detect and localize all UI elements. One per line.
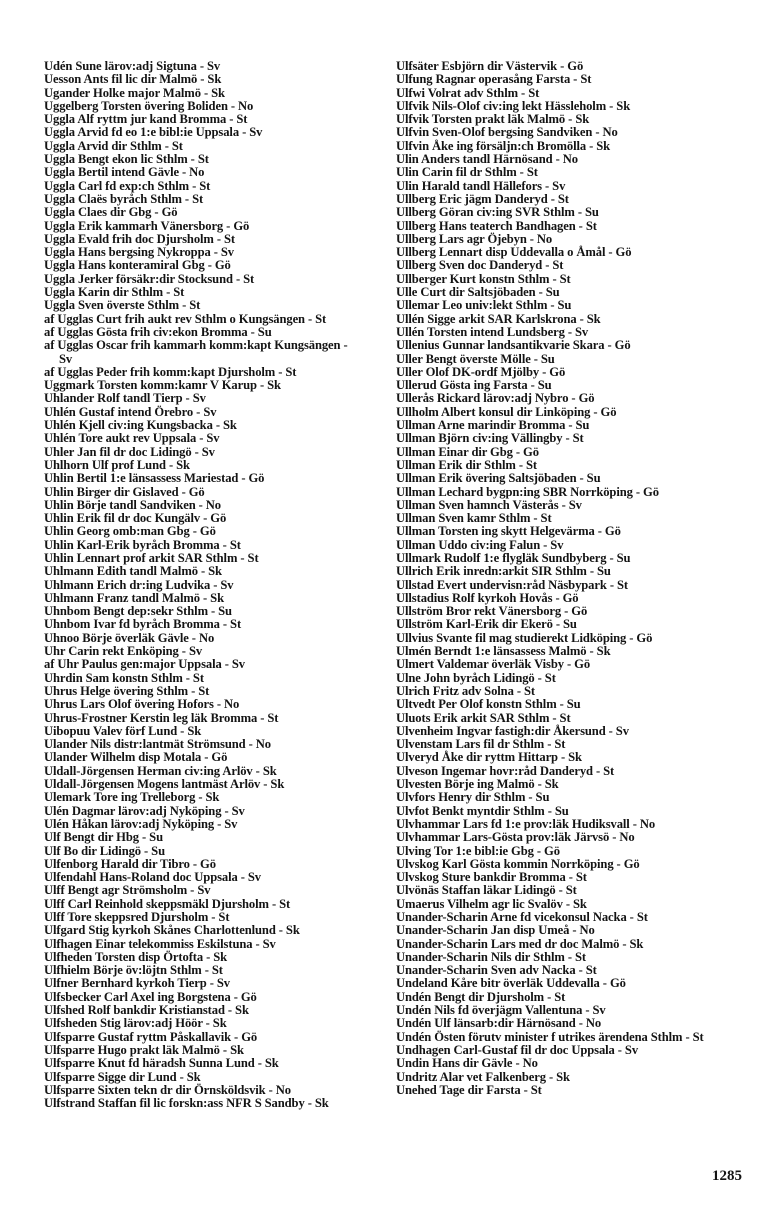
directory-entry: Ulfsheden Stig lärov:adj Höör - Sk [44, 1016, 227, 1031]
directory-entry: Uggla Claes dir Gbg - Gö [44, 205, 178, 220]
directory-entry: Ullvius Svante fil mag studierekt Lidköping - Gö [396, 630, 653, 645]
directory-entry: Ulff Tore skeppsred Djursholm - St [44, 910, 230, 924]
directory-entry: Ulfsäter Esbjörn dir Västervik - Gö [396, 59, 584, 73]
directory-entry: Uhlin Lennart prof arkit SAR Sthlm - St [44, 550, 259, 565]
directory-entry: Uggla Hans konteramiral Gbg - Gö [44, 258, 231, 273]
directory-entry: Ullström Bror rekt Vänersborg - Gö [396, 604, 588, 619]
directory-entry: Umaerus Vilhelm agr lic Svalöv - Sk [396, 896, 587, 911]
directory-entry: Uggla Bengt ekon lic Sthlm - St [44, 152, 209, 167]
directory-entry: Undén Nils fd överjägm Vallentuna - Sv [396, 1003, 606, 1018]
directory-entry: Uggla Sven överste Sthlm - St [44, 298, 201, 313]
directory-entry: Ullén Torsten intend Lundsberg - Sv [396, 324, 589, 339]
directory-entry: Uggla Erik kammarh Vänersborg - Gö [44, 218, 250, 233]
directory-entry: Uggla Evald frih doc Djursholm - St [44, 231, 236, 246]
directory-entry: Ullstadius Rolf kyrkoh Hovås - Gö [396, 590, 579, 605]
directory-entry: Ullemar Leo univ:lekt Sthlm - Su [396, 298, 572, 313]
directory-entry: Ullberg Lars agr Öjebyn - No [396, 231, 553, 246]
directory-entry: Ulrich Fritz adv Solna - St [396, 683, 535, 698]
directory-entry: Ulvhammar Lars fd 1:e prov:läk Hudiksvall - No [396, 816, 656, 831]
directory-entry: Ullberg Sven doc Danderyd - St [396, 258, 564, 273]
directory-entry: Ulff Bengt agr Strömsholm - Sv [44, 883, 211, 898]
directory-entry: Ullman Sven kamr Sthlm - St [396, 511, 552, 526]
directory-entry: Uldall-Jörgensen Herman civ:ing Arlöv - Sk [44, 763, 277, 778]
directory-entry: Unehed Tage dir Farsta - St [396, 1082, 542, 1097]
directory-entry: Ulvskog Karl Gösta kommin Norrköping - Gö [396, 856, 640, 871]
directory-entry: Unander-Scharin Nils dir Sthlm - St [396, 949, 586, 964]
directory-entry: af Ugglas Gösta frih civ:ekon Bromma - Su [44, 324, 272, 339]
directory-entry: Ullberg Lennart disp Uddevalla o Åmål - Gö [396, 245, 632, 260]
directory-entry: Ullberg Göran civ:ing SVR Sthlm - Su [396, 205, 599, 220]
directory-entry: af Ugglas Curt frih aukt rev Sthlm o Kungsängen - St [44, 311, 327, 326]
directory-entry: Uhlin Bertil 1:e länsassess Mariestad - Gö [44, 471, 265, 486]
directory-entry: Uluots Erik arkit SAR Sthlm - St [396, 710, 571, 725]
directory-entry: Ullberg Eric jägm Danderyd - St [396, 191, 569, 206]
directory-entry: Ulén Håkan lärov:adj Nyköping - Sv [44, 816, 238, 831]
directory-entry: Ulle Curt dir Saltsjöbaden - Su [396, 285, 560, 300]
directory-entry: Uggmark Torsten komm:kamr V Karup - Sk [44, 378, 281, 393]
directory-entry: Ulfsbecker Carl Axel ing Borgstena - Gö [44, 989, 257, 1004]
directory-entry: Uggla Karin dir Sthlm - St [44, 285, 185, 300]
directory-entry: Ullenius Gunnar landsantikvarie Skara - Gö [396, 338, 631, 353]
directory-entry: Uggla Hans bergsing Nykroppa - Sv [44, 245, 234, 260]
directory-entry: Uhler Jan fil dr doc Lidingö - Sv [44, 444, 215, 459]
directory-entry: Ullrich Erik inredn:arkit SIR Sthlm - Su [396, 564, 611, 579]
directory-entry: Uldall-Jörgensen Mogens lantmäst Arlöv - Sk [44, 777, 285, 792]
directory-entry: Ulfvik Torsten prakt läk Malmö - Sk [396, 112, 590, 127]
directory-entry: Ulmén Berndt 1:e länsassess Malmö - Sk [396, 644, 611, 659]
directory-entry: Ulvenstam Lars fil dr Sthlm - St [396, 737, 566, 752]
directory-entry: Ulff Carl Reinhold skeppsmäkl Djursholm - St [44, 896, 291, 911]
directory-entry: Ulvskog Sture bankdir Bromma - St [396, 870, 587, 885]
directory-entry: Ulfsparre Knut fd häradsh Sunna Lund - Sk [44, 1056, 279, 1071]
directory-entry: Ulfenborg Harald dir Tibro - Gö [44, 856, 216, 871]
directory-entry: Ulemark Tore ing Trelleborg - Sk [44, 790, 220, 805]
directory-entry: Ullman Torsten ing skytt Helgevärma - Gö [396, 524, 621, 539]
directory-entry: Uggla Carl fd exp:ch Sthlm - St [44, 178, 211, 193]
directory-entry: Uhlin Erik fil dr doc Kungälv - Gö [44, 511, 227, 526]
directory-entry: Ullén Sigge arkit SAR Karlskrona - Sk [396, 311, 601, 326]
directory-entry: Ulvönäs Staffan läkar Lidingö - St [396, 883, 577, 898]
directory-entry: Uesson Ants fil lic dir Malmö - Sk [44, 72, 222, 87]
directory-entry: Ulfendahl Hans-Roland doc Uppsala - Sv [44, 870, 261, 885]
directory-entry: Uhlin Birger dir Gislaved - Gö [44, 484, 205, 499]
directory-entry: Uhlhorn Ulf prof Lund - Sk [44, 457, 190, 472]
directory-entry: Uhlén Kjell civ:ing Kungsbacka - Sk [44, 418, 237, 433]
directory-entry: Uhrus Helge övering Sthlm - St [44, 683, 210, 698]
directory-entry: Undritz Alar vet Falkenberg - Sk [396, 1069, 570, 1084]
directory-entry: Ulfgard Stig kyrkoh Skånes Charlottenlund - Sk [44, 923, 300, 938]
directory-entry: Ulfvin Åke ing försäljn:ch Bromölla - Sk [396, 138, 611, 153]
directory-entry: Ulfhielm Börje öv:löjtn Sthlm - St [44, 963, 223, 978]
directory-entry: Ulving Tor 1:e bibl:ie Gbg - Gö [396, 843, 560, 858]
directory-entry: Ulveson Ingemar hovr:råd Danderyd - St [396, 763, 615, 778]
directory-entry: Uggla Claës byråch Sthlm - St [44, 191, 204, 206]
directory-entry: Uller Olof DK-ordf Mjölby - Gö [396, 364, 566, 379]
directory-entry: Undén Bengt dir Djursholm - St [396, 989, 566, 1004]
directory-entry: af Uhr Paulus gen:major Uppsala - Sv [44, 657, 245, 672]
directory-entry: Uggla Jerker försäkr:dir Stocksund - St [44, 271, 255, 286]
directory-entry: Undeland Kåre bitr överläk Uddevalla - Gö [396, 976, 626, 991]
right-column [396, 60, 718, 1097]
directory-entry: Uggla Arvid fd eo 1:e bibl:ie Uppsala - Sv [44, 125, 263, 140]
directory-entry: Ulvhammar Lars-Gösta prov:läk Järvsö - No [396, 830, 635, 845]
directory-entry: Ulén Dagmar lärov:adj Nyköping - Sv [44, 803, 245, 818]
directory-entry: Ullberger Kurt konstn Sthlm - St [396, 271, 571, 286]
directory-entry: Ulfsparre Hugo prakt läk Malmö - Sk [44, 1042, 244, 1057]
directory-entry: Uhlmann Edith tandl Malmö - Sk [44, 564, 222, 579]
left-column [44, 60, 362, 1110]
directory-entry: Uhlin Karl-Erik byråch Bromma - St [44, 537, 241, 552]
directory-entry: Ulin Anders tandl Härnösand - No [396, 152, 578, 167]
directory-entry: Uhnbom Ivar fd byråch Bromma - St [44, 617, 242, 632]
directory-entry: Ullholm Albert konsul dir Linköping - Gö [396, 404, 617, 419]
directory-entry: Unander-Scharin Sven adv Nacka - St [396, 963, 597, 978]
directory-entry: Ulfung Ragnar operasång Farsta - St [396, 72, 592, 87]
directory-entry: Uhlander Rolf tandl Tierp - Sv [44, 391, 206, 406]
directory-entry: Uhrus Lars Olof övering Hofors - No [44, 697, 240, 712]
directory-entry: Ulf Bo dir Lidingö - Su [44, 843, 165, 858]
directory-entry: Uggla Arvid dir Sthlm - St [44, 138, 183, 153]
directory-entry: Ullman Einar dir Gbg - Gö [396, 444, 539, 459]
directory-entry: Ullman Arne marindir Bromma - Su [396, 418, 590, 433]
directory-entry: Ugander Holke major Malmö - Sk [44, 85, 225, 100]
directory-entry: Ulvfors Henry dir Sthlm - Su [396, 790, 550, 805]
directory-entry: Ullman Erik dir Sthlm - St [396, 457, 537, 472]
directory-entry: Undén Östen förutv minister f utrikes ärendena Sthlm - St [396, 1029, 704, 1044]
directory-entry: Ullberg Hans teaterch Bandhagen - St [396, 218, 597, 233]
directory-entry: Ulfsparre Gustaf ryttm Påskallavik - Gö [44, 1029, 258, 1044]
directory-entry: Ulfshed Rolf bankdir Kristianstad - Sk [44, 1003, 249, 1018]
directory-entry: Ultvedt Per Olof konstn Sthlm - Su [396, 697, 581, 712]
directory-entry: Ulfsparre Sixten tekn dr dir Örnsköldsvik - No [44, 1082, 291, 1097]
directory-entry: Ulfhagen Einar telekommiss Eskilstuna - Sv [44, 936, 276, 951]
directory-entry: Uhlin Georg omb:man Gbg - Gö [44, 524, 216, 539]
directory-entry: Ullstad Evert undervisn:råd Näsbypark - St [396, 577, 628, 592]
directory-entry: Ulfvik Nils-Olof civ:ing lekt Hässleholm - Sk [396, 98, 631, 113]
directory-entry: Uhr Carin rekt Enköping - Sv [44, 644, 203, 659]
directory-entry: Ulmert Valdemar överläk Visby - Gö [396, 657, 591, 672]
directory-entry: af Ugglas Oscar frih kammarh komm:kapt Kungsängen - Sv [44, 338, 348, 366]
directory-entry: Uhlén Gustaf intend Örebro - Sv [44, 404, 217, 419]
directory-entry: Ullman Björn civ:ing Vällingby - St [396, 431, 584, 446]
directory-entry: Ulf Bengt dir Hbg - Su [44, 830, 163, 845]
page-number: 1285 [712, 1168, 742, 1184]
directory-entry: Ullman Sven hamnch Västerås - Sv [396, 497, 582, 512]
directory-entry: Ulne John byråch Lidingö - St [396, 670, 556, 685]
directory-entry: Ullström Karl-Erik dir Ekerö - Su [396, 617, 577, 632]
directory-entry: Uhlén Tore aukt rev Uppsala - Sv [44, 431, 220, 446]
directory-entry: Ulvesten Börje ing Malmö - Sk [396, 777, 559, 792]
directory-entry: Ulfner Bernhard kyrkoh Tierp - Sv [44, 976, 230, 991]
directory-entry: Uhrus-Frostner Kerstin leg läk Bromma - St [44, 710, 279, 725]
directory-entry: Uhrdin Sam konstn Sthlm - St [44, 670, 204, 685]
directory-entry: Uggelberg Torsten övering Boliden - No [44, 98, 254, 113]
directory-entry: Ulin Carin fil dr Sthlm - St [396, 165, 538, 180]
directory-entry: Undin Hans dir Gävle - No [396, 1056, 538, 1071]
directory-entry: Uhlmann Franz tandl Malmö - Sk [44, 590, 224, 605]
directory-entry: Ulfvin Sven-Olof bergsing Sandviken - No [396, 125, 618, 140]
directory-entry: Ullman Erik övering Saltsjöbaden - Su [396, 471, 601, 486]
directory-entry: Uggla Bertil intend Gävle - No [44, 165, 205, 180]
directory-entry: Ullmark Rudolf 1:e flygläk Sundbyberg - Su [396, 550, 631, 565]
directory-entry: af Ugglas Peder frih komm:kapt Djursholm - St [44, 364, 297, 379]
directory-entry: Udén Sune lärov:adj Sigtuna - Sv [44, 59, 221, 73]
directory-entry: Uhnoo Börje överläk Gävle - No [44, 630, 215, 645]
directory-entry: Uller Bengt överste Mölle - Su [396, 351, 555, 366]
directory-entry: Unander-Scharin Arne fd vicekonsul Nacka - St [396, 910, 648, 924]
directory-entry: Ulfwi Volrat adv Sthlm - St [396, 85, 540, 100]
directory-entry: Undhagen Carl-Gustaf fil dr doc Uppsala - Sv [396, 1042, 639, 1057]
directory-entry: Ulvfot Benkt myntdir Sthlm - Su [396, 803, 569, 818]
directory-entry: Undén Ulf länsarb:dir Härnösand - No [396, 1016, 602, 1031]
directory-entry: Uggla Alf ryttm jur kand Bromma - St [44, 112, 248, 127]
directory-entry: Unander-Scharin Jan disp Umeå - No [396, 923, 595, 938]
directory-entry: Uibopuu Valev förf Lund - Sk [44, 723, 202, 738]
directory-entry: Ulfheden Torsten disp Örtofta - Sk [44, 949, 228, 964]
directory-entry: Ulander Nils distr:lantmät Strömsund - No [44, 737, 271, 752]
directory-entry: Uhlmann Erich dr:ing Ludvika - Sv [44, 577, 234, 592]
directory-entry: Ulvenheim Ingvar fastigh:dir Åkersund - Sv [396, 723, 629, 738]
directory-entry: Ullman Lechard bygpn:ing SBR Norrköping - Gö [396, 484, 659, 499]
directory-entry: Unander-Scharin Lars med dr doc Malmö - Sk [396, 936, 644, 951]
directory-entry: Ullerud Gösta ing Farsta - Su [396, 378, 552, 393]
directory-entry: Ullman Uddo civ:ing Falun - Sv [396, 537, 564, 552]
directory-entry: Ulfsparre Sigge dir Lund - Sk [44, 1069, 201, 1084]
directory-entry: Ulander Wilhelm disp Motala - Gö [44, 750, 228, 765]
directory-entry: Uhnbom Bengt dep:sekr Sthlm - Su [44, 604, 232, 619]
directory-entry: Ulin Harald tandl Hällefors - Sv [396, 178, 566, 193]
directory-entry: Ulfstrand Staffan fil lic forskn:ass NFR S Sandby - Sk [44, 1096, 329, 1111]
directory-entry: Ullerås Rickard lärov:adj Nybro - Gö [396, 391, 595, 406]
directory-entry: Uhlin Börje tandl Sandviken - No [44, 497, 221, 512]
directory-entry: Ulveryd Åke dir ryttm Hittarp - Sk [396, 750, 582, 765]
